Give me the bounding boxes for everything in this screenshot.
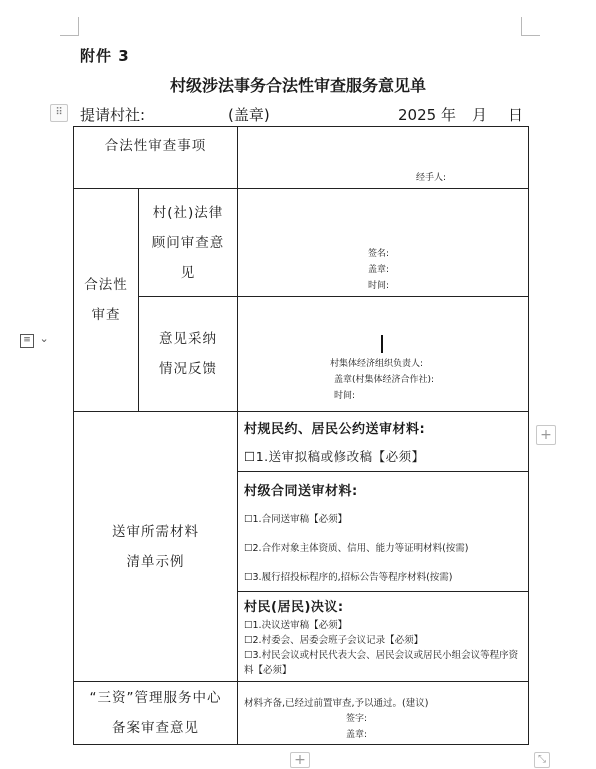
- village-rules-title: 村规民约、居民公约送审材料:: [244, 422, 426, 437]
- center-filing-label-line1: “三资”管理服务中心: [89, 690, 222, 706]
- feedback-leader-label: 村集体经济组织负责人:: [330, 359, 424, 369]
- feedback-label-line1: 意见采纳: [159, 331, 217, 347]
- resolutions-title: 村民(居民)决议:: [244, 599, 344, 615]
- contracts-title: 村级合同送审材料:: [244, 484, 358, 499]
- counsel-content-cell[interactable]: [238, 189, 529, 297]
- day-label: 日: [508, 106, 524, 124]
- resolutions-item[interactable]: ☐3.村民会议或村民代表大会、居民会议或居民小组会议等程序资料【必须】: [244, 649, 519, 676]
- materials-label-line1: 送审所需材料: [112, 523, 199, 540]
- review-matter-content-cell[interactable]: [238, 127, 529, 189]
- counsel-time-label: 时间:: [368, 281, 390, 291]
- materials-label-cell: [74, 412, 238, 682]
- page-corner-top-right: [521, 17, 540, 36]
- resize-icon[interactable]: ⤡: [534, 752, 550, 768]
- resolutions-item[interactable]: ☐1.决议送审稿【必须】: [244, 619, 348, 631]
- resolutions-cell: [238, 592, 529, 682]
- contracts-item[interactable]: ☐3.履行招投标程序的,招标公告等程序材料(按需): [244, 572, 453, 583]
- counsel-label-line2: 顾问审查意: [151, 234, 225, 251]
- table-menu-icon[interactable]: ≡ ⌄: [20, 332, 49, 348]
- review-form-table: [73, 126, 529, 745]
- legality-review-label-line2: 审查: [91, 307, 121, 323]
- add-row-plus-icon[interactable]: +: [290, 752, 310, 768]
- year-label: 2025 年: [398, 106, 456, 124]
- center-filing-seal-label: 盖章:: [346, 730, 368, 740]
- attachment-label: 附件 3: [80, 47, 130, 65]
- counsel-label-line3: 见: [180, 264, 196, 281]
- center-filing-label-line2: 备案审查意见: [112, 720, 199, 736]
- contracts-cell: [238, 472, 529, 592]
- review-matter-label: 合法性审查事项: [104, 138, 207, 154]
- village-rules-cell: [238, 412, 529, 472]
- page-title: 村级涉法事务合法性审查服务意见单: [169, 76, 426, 95]
- review-matter-label-cell: [74, 127, 238, 189]
- feedback-label-line2: 情况反馈: [159, 361, 217, 377]
- counsel-label-line1: 村(社)法律: [152, 204, 224, 221]
- feedback-content-cell[interactable]: [238, 297, 529, 412]
- resolutions-item[interactable]: ☐2.村委会、居委会班子会议记录【必须】: [244, 634, 424, 646]
- center-filing-content-cell[interactable]: [238, 682, 529, 745]
- month-label: 月: [472, 106, 488, 124]
- feedback-seal-label: 盖章(村集体经济合作社):: [334, 375, 435, 385]
- counsel-seal-label: 盖章:: [368, 265, 390, 275]
- applicant-row: [80, 104, 526, 124]
- counsel-sign-label: 签名:: [368, 249, 390, 259]
- contracts-item[interactable]: ☐2.合作对象主体资质、信用、能力等证明材料(按需): [244, 543, 469, 554]
- feedback-time-label: 时间:: [334, 391, 356, 401]
- handler-label: 经手人:: [416, 173, 447, 183]
- village-rules-item[interactable]: ☐1.送审拟稿或修改稿【必须】: [244, 449, 425, 464]
- counsel-label-cell: [139, 189, 238, 297]
- center-filing-opinion: 材料齐备,已经过前置审查,予以通过。(建议): [244, 698, 429, 709]
- legality-review-label-cell: [74, 189, 139, 412]
- contracts-item[interactable]: ☐1.合同送审稿【必须】: [244, 514, 348, 525]
- applicant-label: 提请村社:: [80, 106, 146, 124]
- seal-label: (盖章): [228, 106, 270, 124]
- text-cursor: [381, 335, 383, 353]
- add-column-plus-icon[interactable]: +: [536, 425, 556, 445]
- legality-review-label-line1: 合法性: [84, 277, 128, 293]
- center-filing-sign-label: 签字:: [346, 714, 368, 724]
- materials-label-line2: 清单示例: [126, 553, 185, 570]
- feedback-label-cell: [139, 297, 238, 412]
- center-filing-label-cell: [74, 682, 238, 745]
- grip-icon[interactable]: ⠿: [50, 104, 68, 122]
- page-corner-top-left: [60, 17, 79, 36]
